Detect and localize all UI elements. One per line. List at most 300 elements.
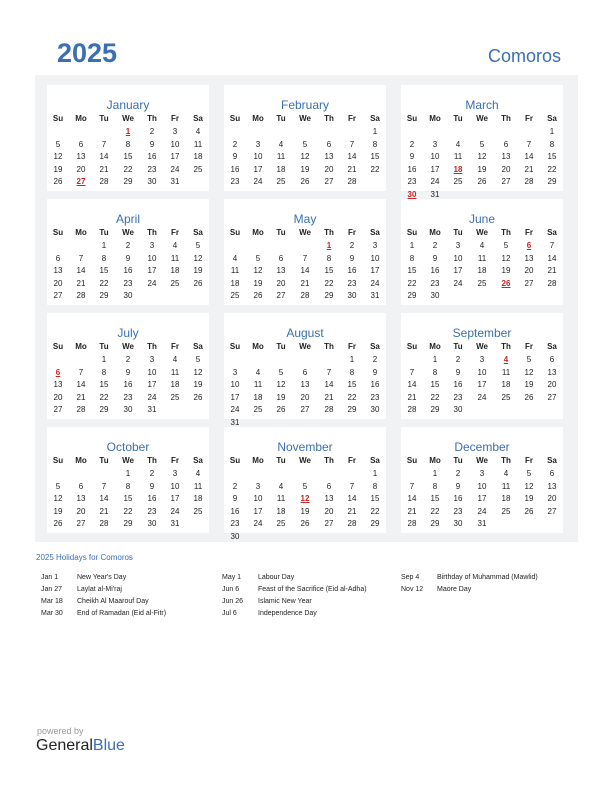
day-cell: 20 (53, 392, 63, 402)
day-cell: 16 (430, 266, 440, 275)
day-cell: 6 (326, 139, 332, 149)
day-cell: 9 (149, 481, 155, 491)
day-cell: 24 (230, 405, 240, 414)
day-cell: 23 (147, 506, 157, 516)
day-cell: 16 (453, 380, 463, 389)
generalblue-logo[interactable] (36, 737, 125, 755)
day-cell: 17 (253, 506, 263, 516)
day-cell: 15 (123, 152, 133, 161)
month-name: August (286, 326, 324, 340)
day-cell: 22 (99, 278, 109, 288)
day-cell: 25 (253, 405, 263, 414)
day-cell: 22 (324, 278, 334, 288)
day-cell: 24 (370, 278, 380, 288)
day-cell: 10 (453, 253, 463, 263)
weekday-header: Su (406, 228, 418, 237)
day-cell: 8 (125, 481, 131, 491)
day-cell: 9 (232, 494, 238, 503)
day-cell: 23 (453, 506, 463, 516)
day-cell: 17 (253, 164, 263, 174)
weekday-header: Su (52, 228, 64, 237)
day-cell: 12 (253, 266, 263, 275)
weekday-header: Fr (348, 114, 356, 123)
day-cell: 13 (53, 380, 63, 389)
day-cell: 26 (524, 506, 534, 516)
day-cell: 26 (300, 177, 310, 186)
month-april (47, 199, 209, 305)
day-cell: 11 (253, 380, 263, 389)
day-cell: 25 (501, 392, 511, 402)
day-cell: 9 (455, 367, 461, 377)
month-november (224, 427, 386, 541)
weekday-header: Sa (370, 114, 380, 123)
day-cell: 12 (501, 253, 511, 263)
day-cell: 16 (123, 380, 133, 389)
day-cell: 13 (276, 266, 286, 275)
day-cell: 19 (477, 164, 487, 174)
weekday-header: Fr (525, 114, 533, 123)
day-cell: 7 (409, 481, 415, 491)
month-may (224, 199, 386, 305)
day-cell: 20 (324, 164, 334, 174)
weekday-header: Sa (547, 228, 557, 237)
day-cell: 30 (347, 291, 357, 300)
day-cell: 24 (253, 177, 263, 186)
day-cell: 24 (170, 506, 180, 516)
day-cell: 28 (99, 177, 109, 186)
day-cell: 26 (193, 392, 203, 402)
day-cell: 20 (547, 380, 557, 389)
day-cell: 10 (147, 367, 157, 377)
day-cell: 27 (524, 278, 534, 288)
day-cell: 21 (324, 392, 334, 402)
day-cell: 27 (324, 177, 334, 186)
weekday-header: Fr (171, 228, 179, 237)
day-cell: 17 (147, 380, 157, 389)
day-cell: 18 (501, 494, 511, 503)
day-cell: 2 (125, 241, 131, 250)
day-cell: 1 (409, 241, 415, 250)
day-cell: 14 (347, 494, 357, 503)
day-cell: 27 (53, 405, 63, 414)
day-cell: 14 (407, 380, 417, 389)
day-cell: 2 (372, 355, 378, 364)
day-cell: 3 (172, 469, 178, 478)
day-cell: 23 (123, 278, 133, 288)
day-cell: 11 (501, 367, 511, 377)
day-cell: 1 (432, 469, 438, 478)
day-cell: 2 (349, 241, 355, 250)
day-cell: 17 (370, 266, 380, 275)
day-cell: 12 (477, 152, 487, 161)
weekday-header: Mo (252, 342, 264, 351)
day-cell: 21 (76, 278, 86, 288)
day-cell: 31 (147, 405, 157, 414)
day-cell: 23 (123, 392, 133, 402)
day-cell: 8 (549, 139, 555, 149)
day-cell: 15 (547, 152, 557, 161)
day-cell: 28 (347, 177, 357, 186)
day-cell: 21 (407, 392, 417, 402)
day-cell: 20 (547, 494, 557, 503)
day-cell: 9 (125, 367, 131, 377)
day-cell: 5 (55, 139, 61, 149)
day-cell: 28 (300, 291, 310, 300)
day-cell: 4 (455, 139, 461, 149)
day-cell: 21 (347, 164, 357, 174)
month-name: May (293, 212, 317, 226)
day-cell: 13 (524, 253, 534, 263)
day-cell: 8 (372, 139, 378, 149)
month-june (401, 199, 563, 305)
day-cell: 24 (477, 506, 487, 516)
month-august (224, 313, 386, 427)
day-cell: 23 (347, 278, 357, 288)
day-cell: 16 (230, 506, 240, 516)
day-cell: 3 (432, 139, 438, 149)
day-cell: 7 (326, 367, 332, 377)
weekday-header: Tu (453, 114, 463, 123)
day-cell: 24 (477, 392, 487, 402)
weekday-header: Th (147, 114, 157, 123)
day-cell: 18 (253, 392, 263, 402)
day-cell: 11 (193, 481, 203, 491)
holiday-date: May 1 (222, 574, 242, 581)
day-cell: 12 (276, 380, 286, 389)
day-cell: 17 (453, 266, 463, 275)
weekday-header: Tu (453, 456, 463, 465)
calendar-grid (35, 75, 578, 542)
day-cell: 16 (407, 164, 417, 174)
day-cell: 27 (76, 519, 86, 528)
day-cell: 3 (479, 469, 485, 478)
day-cell: 16 (123, 266, 133, 275)
day-cell: 31 (370, 291, 380, 300)
weekday-header: Su (229, 114, 241, 123)
holiday-day: 6 (526, 241, 532, 250)
day-cell: 30 (430, 291, 440, 300)
day-cell: 28 (524, 177, 534, 186)
day-cell: 23 (147, 164, 157, 174)
day-cell: 17 (230, 392, 240, 402)
day-cell: 21 (99, 506, 109, 516)
month-name: February (280, 98, 330, 112)
day-cell: 29 (99, 291, 109, 300)
month-july (47, 313, 209, 419)
day-cell: 8 (432, 481, 438, 491)
day-cell: 1 (372, 127, 378, 136)
day-cell: 30 (123, 291, 133, 300)
weekday-header: Tu (276, 456, 286, 465)
day-cell: 12 (193, 367, 203, 377)
day-cell: 15 (430, 380, 440, 389)
day-cell: 25 (170, 278, 180, 288)
day-cell: 3 (255, 139, 261, 149)
weekday-header: Th (501, 342, 511, 351)
day-cell: 22 (407, 278, 417, 288)
day-cell: 18 (501, 380, 511, 389)
day-cell: 21 (407, 506, 417, 516)
day-cell: 13 (76, 152, 86, 161)
day-cell: 16 (347, 266, 357, 275)
holiday-name: End of Ramadan (Eid al-Fitr) (77, 610, 167, 617)
holiday-name: Maore Day (437, 586, 472, 593)
day-cell: 30 (370, 405, 380, 414)
day-cell: 27 (300, 405, 310, 414)
month-name: July (117, 326, 139, 340)
weekday-header: Fr (171, 456, 179, 465)
day-cell: 9 (149, 139, 155, 149)
weekday-header: Su (229, 342, 241, 351)
day-cell: 28 (76, 291, 86, 300)
day-cell: 25 (501, 506, 511, 516)
day-cell: 17 (477, 380, 487, 389)
day-cell: 29 (324, 291, 334, 300)
day-cell: 26 (477, 177, 487, 186)
day-cell: 6 (78, 481, 84, 491)
day-cell: 6 (503, 139, 509, 149)
day-cell: 19 (253, 278, 263, 288)
weekday-header: We (122, 114, 134, 123)
weekday-header: Su (52, 114, 64, 123)
day-cell: 8 (101, 367, 107, 377)
weekday-header: Sa (547, 456, 557, 465)
holiday-name: Independence Day (258, 610, 317, 617)
day-cell: 23 (407, 177, 417, 186)
day-cell: 8 (432, 367, 438, 377)
weekday-header: We (122, 228, 134, 237)
day-cell: 15 (99, 380, 109, 389)
day-cell: 31 (170, 177, 180, 186)
day-cell: 5 (526, 355, 532, 364)
day-cell: 28 (407, 519, 417, 528)
logo-blue: Blue (92, 737, 125, 754)
day-cell: 18 (477, 266, 487, 275)
day-cell: 18 (276, 506, 286, 516)
logo-general: General (36, 737, 93, 754)
weekday-header: We (122, 456, 134, 465)
weekday-header: Th (324, 228, 334, 237)
day-cell: 3 (172, 127, 178, 136)
day-cell: 10 (230, 380, 240, 389)
day-cell: 3 (372, 241, 378, 250)
weekday-header: We (476, 228, 488, 237)
day-cell: 10 (170, 139, 180, 149)
holiday-name: New Year's Day (77, 574, 127, 581)
weekday-header: Su (406, 114, 418, 123)
day-cell: 22 (430, 506, 440, 516)
day-cell: 11 (276, 494, 286, 503)
weekday-header: Mo (429, 114, 441, 123)
day-cell: 4 (479, 241, 485, 250)
day-cell: 29 (123, 519, 133, 528)
day-cell: 7 (349, 481, 355, 491)
day-cell: 26 (253, 291, 263, 300)
day-cell: 9 (372, 367, 378, 377)
weekday-header: We (299, 342, 311, 351)
holiday-name: Birthday of Muhammad (Mawlid) (437, 574, 538, 581)
weekday-header: Sa (547, 114, 557, 123)
weekday-header: Mo (252, 114, 264, 123)
day-cell: 26 (276, 405, 286, 414)
day-cell: 1 (125, 469, 131, 478)
weekday-header: Mo (75, 114, 87, 123)
weekday-header: Sa (547, 342, 557, 351)
day-cell: 3 (479, 355, 485, 364)
day-cell: 31 (230, 417, 240, 427)
day-cell: 8 (326, 253, 332, 263)
weekday-header: We (299, 456, 311, 465)
powered-by-text: powered by (37, 726, 84, 736)
day-cell: 21 (300, 278, 310, 288)
month-name: November (277, 440, 333, 454)
day-cell: 4 (255, 367, 261, 377)
day-cell: 19 (501, 266, 511, 275)
day-cell: 5 (302, 481, 308, 491)
day-cell: 5 (503, 241, 509, 250)
day-cell: 28 (407, 405, 417, 414)
weekday-header: Th (501, 228, 511, 237)
day-cell: 15 (430, 494, 440, 503)
day-cell: 7 (302, 253, 308, 263)
day-cell: 6 (549, 355, 555, 364)
day-cell: 14 (99, 494, 109, 503)
day-cell: 9 (349, 253, 355, 263)
day-cell: 25 (477, 278, 487, 288)
day-cell: 30 (453, 519, 463, 528)
day-cell: 18 (193, 494, 203, 503)
day-cell: 16 (453, 494, 463, 503)
day-cell: 22 (123, 506, 133, 516)
weekday-header: Mo (75, 342, 87, 351)
holiday-date: Mar 18 (41, 598, 63, 605)
day-cell: 27 (324, 519, 334, 528)
day-cell: 4 (195, 127, 201, 136)
day-cell: 14 (407, 494, 417, 503)
day-cell: 11 (170, 367, 180, 377)
day-cell: 18 (230, 278, 240, 288)
holiday-name: Feast of the Sacrifice (Eid al-Adha) (258, 586, 367, 593)
day-cell: 20 (76, 164, 86, 174)
day-cell: 15 (370, 152, 380, 161)
day-cell: 19 (53, 506, 63, 516)
weekday-header: Tu (276, 342, 286, 351)
weekday-header: Fr (171, 114, 179, 123)
day-cell: 12 (300, 152, 310, 161)
day-cell: 7 (549, 241, 555, 250)
weekday-header: Sa (193, 456, 203, 465)
day-cell: 27 (547, 392, 557, 402)
weekday-header: Sa (193, 342, 203, 351)
day-cell: 5 (526, 469, 532, 478)
day-cell: 4 (278, 481, 284, 491)
day-cell: 2 (149, 469, 155, 478)
day-cell: 4 (172, 241, 178, 250)
day-cell: 24 (147, 278, 157, 288)
day-cell: 7 (101, 139, 107, 149)
weekday-header: We (122, 342, 134, 351)
calendar-year: 2025 (57, 38, 118, 68)
day-cell: 26 (53, 177, 63, 186)
day-cell: 12 (524, 481, 534, 491)
holiday-date: Jan 27 (41, 586, 63, 593)
weekday-header: Tu (276, 228, 286, 237)
day-cell: 3 (255, 481, 261, 491)
day-cell: 27 (501, 177, 511, 186)
month-name: March (465, 98, 499, 112)
weekday-header: Mo (75, 456, 87, 465)
day-cell: 29 (123, 177, 133, 186)
weekday-header: Sa (193, 228, 203, 237)
day-cell: 31 (430, 189, 440, 199)
day-cell: 26 (193, 278, 203, 288)
day-cell: 7 (349, 139, 355, 149)
day-cell: 28 (324, 405, 334, 414)
day-cell: 24 (453, 278, 463, 288)
weekday-header: We (299, 228, 311, 237)
day-cell: 5 (195, 355, 201, 364)
day-cell: 9 (125, 253, 131, 263)
day-cell: 6 (278, 253, 284, 263)
month-october (47, 427, 209, 533)
weekday-header: Mo (429, 342, 441, 351)
day-cell: 12 (53, 494, 63, 503)
day-cell: 5 (255, 253, 261, 263)
weekday-header: Su (406, 456, 418, 465)
day-cell: 20 (276, 278, 286, 288)
day-cell: 14 (347, 152, 357, 161)
day-cell: 7 (78, 367, 84, 377)
holiday-day: 1 (125, 127, 131, 136)
holiday-name: Cheikh Al Maarouf Day (77, 598, 149, 605)
holidays-title: 2025 Holidays for Comoros (36, 553, 133, 562)
holiday-date: Nov 12 (401, 586, 424, 593)
day-cell: 7 (101, 481, 107, 491)
day-cell: 1 (432, 355, 438, 364)
day-cell: 24 (430, 177, 440, 186)
day-cell: 22 (547, 164, 557, 174)
day-cell: 2 (455, 469, 461, 478)
weekday-header: We (299, 114, 311, 123)
day-cell: 5 (55, 481, 61, 491)
day-cell: 11 (276, 152, 286, 161)
day-cell: 30 (123, 405, 133, 414)
day-cell: 29 (407, 291, 417, 300)
weekday-header: Fr (525, 342, 533, 351)
day-cell: 12 (524, 367, 534, 377)
day-cell: 14 (547, 253, 557, 263)
holiday-day: 12 (300, 494, 310, 503)
day-cell: 15 (324, 266, 334, 275)
weekday-header: We (476, 342, 488, 351)
day-cell: 1 (349, 355, 355, 364)
day-cell: 13 (324, 494, 334, 503)
weekday-header: Su (406, 342, 418, 351)
day-cell: 14 (324, 380, 334, 389)
day-cell: 6 (55, 253, 61, 263)
day-cell: 13 (300, 380, 310, 389)
day-cell: 25 (276, 519, 286, 528)
day-cell: 22 (99, 392, 109, 402)
day-cell: 14 (524, 152, 534, 161)
weekday-header: Su (229, 456, 241, 465)
day-cell: 3 (149, 241, 155, 250)
day-cell: 5 (278, 367, 284, 377)
day-cell: 13 (76, 494, 86, 503)
weekday-header: Th (501, 456, 511, 465)
country-name: Comoros (487, 46, 561, 66)
weekday-header: Sa (370, 342, 380, 351)
